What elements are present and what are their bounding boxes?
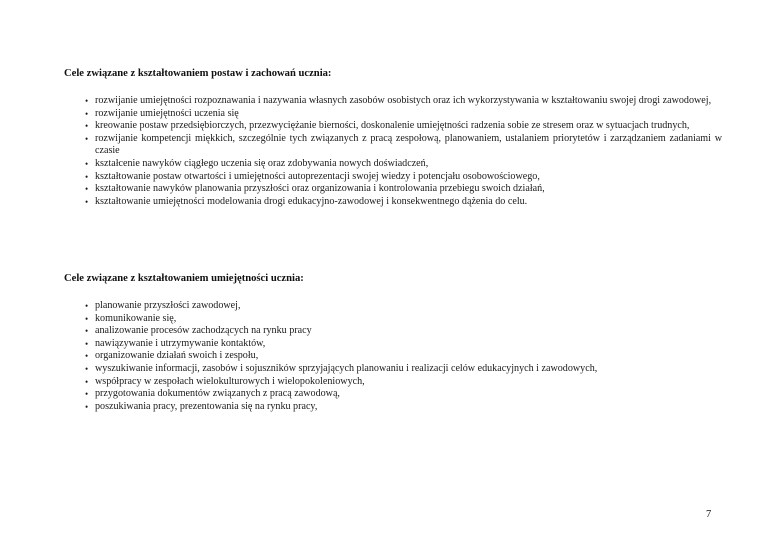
section-heading: Cele związane z kształtowaniem umiejętności ucznia: bbox=[64, 273, 304, 284]
list-item bbox=[64, 313, 722, 326]
bullet-icon: • bbox=[85, 389, 89, 400]
section-attitudes bbox=[64, 67, 722, 208]
bullet-icon: • bbox=[85, 401, 89, 412]
bullet-icon: • bbox=[85, 171, 89, 182]
list-item bbox=[64, 158, 722, 171]
bullet-icon: • bbox=[85, 351, 89, 362]
bullet-icon: • bbox=[85, 326, 89, 337]
list-item-text: przygotowania dokumentów związanych z pracą zawodową, bbox=[95, 388, 340, 400]
bullet-icon: • bbox=[85, 133, 89, 144]
bullet-icon: • bbox=[85, 363, 89, 374]
list-item-text: rozwijanie umiejętności rozpoznawania i nazywania własnych zasobów osobistych oraz ich wykorzystywania w kształtowaniu swojej drogi zawodowej, bbox=[95, 95, 712, 106]
list-item-text: poszukiwania pracy, prezentowania się na rynku pracy, bbox=[95, 400, 318, 412]
list-item bbox=[64, 300, 722, 313]
list-item-text: wyszukiwanie informacji, zasobów i sojuszników sprzyjających planowaniu i realizacji celów edukacyjnych i zawodowych, bbox=[95, 362, 598, 374]
list-item bbox=[64, 108, 722, 121]
list-item bbox=[64, 171, 722, 184]
section-heading: Cele związane z kształtowaniem postaw i zachowań ucznia: bbox=[64, 68, 332, 79]
bullet-icon: • bbox=[85, 196, 89, 207]
list-item-text: komunikowanie się, bbox=[95, 312, 177, 324]
goal-list bbox=[64, 95, 722, 208]
section-skills bbox=[64, 272, 722, 413]
list-item-text: rozwijanie kompetencji miękkich, szczególnie tych związanych z pracą zespołową, planowaniem, ustalaniem priorytetów i zarządzaniem zadaniami w czasie bbox=[95, 132, 722, 157]
bullet-icon: • bbox=[85, 184, 89, 195]
list-item bbox=[64, 120, 722, 133]
bullet-icon: • bbox=[85, 376, 89, 387]
list-item-text: kształtowanie umiejętności modelowania drogi edukacyjno-zawodowej i konsekwentnego dążenia do celu. bbox=[95, 195, 528, 207]
bullet-icon: • bbox=[85, 338, 89, 349]
bullet-icon: • bbox=[85, 313, 89, 324]
list-item-text: kształtowanie postaw otwartości i umiejętności autoprezentacji swojej wiedzy i potencjału osobowościowego, bbox=[95, 170, 540, 182]
list-item bbox=[64, 325, 722, 338]
list-item bbox=[64, 363, 722, 376]
list-item-text: analizowanie procesów zachodzących na rynku pracy bbox=[95, 325, 312, 337]
list-item-text: kształcenie nawyków ciągłego uczenia się oraz zdobywania nowych doświadczeń, bbox=[95, 157, 429, 169]
bullet-icon: • bbox=[85, 301, 89, 311]
list-item-text: nawiązywanie i utrzymywanie kontaktów, bbox=[95, 337, 266, 349]
list-item bbox=[64, 338, 722, 351]
list-item-text: kreowanie postaw przedsiębiorczych, przezwyciężanie bierności, doskonalenie umiejętności radzenia sobie ze stresem oraz w sytuacjach trudnych, bbox=[95, 120, 690, 132]
list-item-text: planowanie przyszłości zawodowej, bbox=[95, 300, 241, 311]
list-item bbox=[64, 388, 722, 401]
bullet-icon: • bbox=[85, 158, 89, 169]
list-item bbox=[64, 376, 722, 389]
bullet-icon: • bbox=[85, 108, 89, 119]
list-item-text: współpracy w zespołach wielokulturowych i wielopokoleniowych, bbox=[95, 375, 365, 387]
list-item bbox=[64, 196, 722, 209]
list-item-text: rozwijanie umiejętności uczenia się bbox=[95, 107, 239, 119]
list-item bbox=[64, 133, 722, 158]
bullet-icon: • bbox=[85, 96, 89, 106]
list-item bbox=[64, 350, 722, 363]
list-item bbox=[64, 95, 722, 108]
list-item bbox=[64, 183, 722, 196]
page-number: 7 bbox=[706, 509, 712, 520]
bullet-icon: • bbox=[85, 121, 89, 132]
goal-list bbox=[64, 300, 722, 413]
list-item-text: kształtowanie nawyków planowania przyszłości oraz organizowania i kontrolowania przebiegu swoich działań, bbox=[95, 183, 545, 195]
list-item bbox=[64, 401, 722, 414]
list-item-text: organizowanie działań swoich i zespołu, bbox=[95, 350, 259, 362]
